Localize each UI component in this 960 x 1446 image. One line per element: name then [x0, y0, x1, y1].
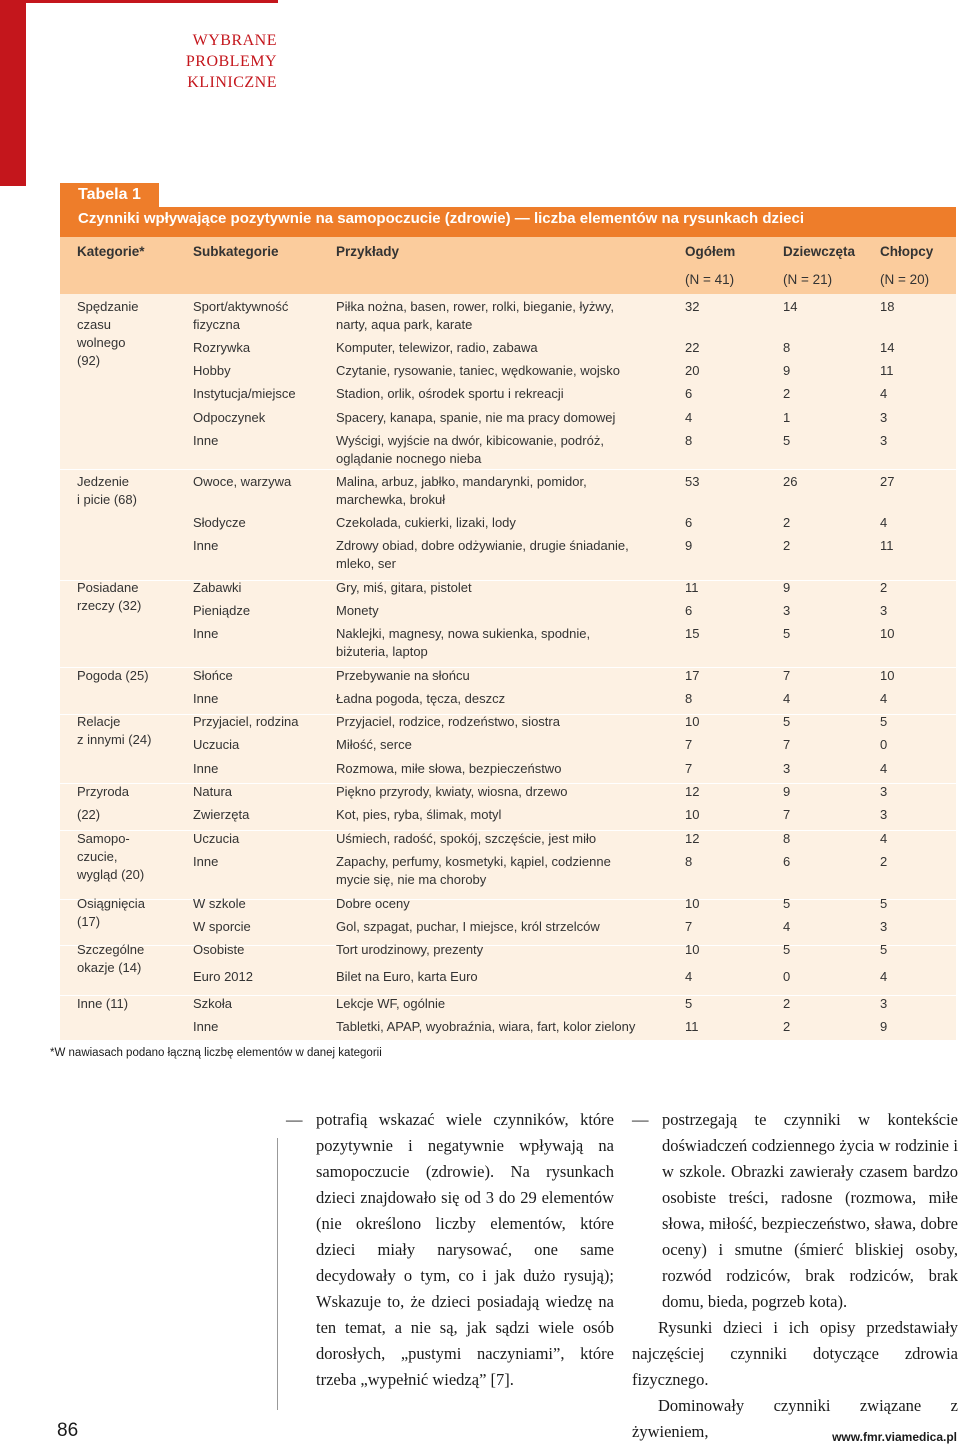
subcategory-cell: Uczucia — [193, 737, 240, 752]
total-cell: 6 — [685, 515, 693, 530]
table-header — [60, 237, 956, 294]
total-cell: 8 — [685, 854, 693, 869]
boys-cell: 4 — [880, 969, 888, 984]
example-cell: Zdrowy obiad, dobre odżywianie, drugie śniadanie, mleko, ser — [336, 538, 629, 571]
boys-cell: 5 — [880, 942, 888, 957]
total-cell: 22 — [685, 340, 700, 355]
subcategory-cell: Rozrywka — [193, 340, 251, 355]
subcategory-cell: W szkole — [193, 896, 246, 911]
total-cell: 7 — [685, 919, 693, 934]
category-cell: Relacje z innymi (24) — [77, 714, 152, 747]
dash-mark: — — [632, 1110, 649, 1129]
category-cell: Inne (11) — [77, 996, 129, 1011]
example-cell: Miłość, serce — [336, 737, 412, 752]
table-footnote: *W nawiasach podano łączną liczbę elementów w danej kategorii — [50, 1047, 382, 1059]
girls-cell: 9 — [783, 363, 791, 378]
boys-cell: 3 — [880, 996, 888, 1011]
table-label: Tabela 1 — [60, 183, 159, 207]
subcategory-cell: Zabawki — [193, 580, 242, 595]
girls-cell: 9 — [783, 580, 791, 595]
girls-cell: 2 — [783, 515, 791, 530]
red-side-bar — [0, 0, 26, 186]
example-cell: Lekcje WF, ogólnie — [336, 996, 446, 1011]
subcategory-cell: Słodycze — [193, 515, 246, 530]
example-cell: Naklejki, magnesy, nowa sukienka, spodnie, biżuteria, laptop — [336, 626, 591, 659]
subcategory-cell: Inne — [193, 761, 219, 776]
girls-cell: 7 — [783, 668, 791, 683]
boys-cell: 4 — [880, 761, 888, 776]
example-cell: Zapachy, perfumy, kosmetyki, kąpiel, codzienne mycie się, nie ma choroby — [336, 854, 611, 887]
example-cell: Gry, miś, gitara, pistolet — [336, 580, 472, 595]
total-cell: 4 — [685, 969, 693, 984]
girls-cell: 0 — [783, 969, 791, 984]
boys-cell: 3 — [880, 784, 888, 799]
category-cell: Szczególne okazje (14) — [77, 942, 145, 975]
group-separator — [60, 469, 956, 470]
girls-cell: 14 — [783, 299, 798, 314]
total-cell: 10 — [685, 714, 700, 729]
subcategory-cell: Inne — [193, 1019, 219, 1034]
website-url: www.fmr.viamedica.pl — [832, 1430, 957, 1444]
subcategory-cell: Inne — [193, 854, 219, 869]
girls-cell: 6 — [783, 854, 791, 869]
section-title: WYBRANE PROBLEMY KLINICZNE — [185, 32, 277, 91]
subcategory-cell: Inne — [193, 433, 219, 448]
subcategory-cell: Inne — [193, 538, 219, 553]
total-cell: 32 — [685, 299, 700, 314]
girls-cell: 5 — [783, 626, 791, 641]
paragraph-text: postrzegają te czynniki w kontekście doświadczeń codziennego życia w rodzinie i w szkole. Obrazki zawierały czasem bardzo osobiste treści, radosne (rozmowa, miłe słowa, miłość, bezpieczeństwo, sława, dobre oceny) i smutne (śmierć bliskiej osoby, rozwód rodziców, brak rodziców, brak domu, bieda, pogrzeb kota). — [662, 1110, 958, 1311]
page-number: 86 — [57, 1420, 79, 1441]
subcategory-cell: Natura — [193, 784, 233, 799]
subcategory-cell: Owoce, warzywa — [193, 474, 292, 489]
header-examples: Przykłady — [336, 244, 400, 259]
total-cell: 7 — [685, 761, 693, 776]
red-top-line — [26, 0, 278, 3]
subcategory-cell: Odpoczynek — [193, 410, 266, 425]
dash-paragraph — [632, 1107, 958, 1315]
example-cell: Malina, arbuz, jabłko, mandarynki, pomidor, marchewka, brokuł — [336, 474, 587, 507]
boys-cell: 11 — [880, 363, 894, 378]
girls-cell: 8 — [783, 831, 791, 846]
total-cell: 12 — [685, 831, 700, 846]
subcategory-cell: Hobby — [193, 363, 231, 378]
total-cell: 15 — [685, 626, 700, 641]
example-cell: Komputer, telewizor, radio, zabawa — [336, 340, 538, 355]
example-cell: Tort urodzinowy, prezenty — [336, 942, 484, 957]
subcategory-cell: Osobiste — [193, 942, 245, 957]
total-cell: 9 — [685, 538, 693, 553]
subcategory-cell: W sporcie — [193, 919, 251, 934]
example-cell: Wyścigi, wyjście na dwór, kibicowanie, podróż, oglądanie nocnego nieba — [336, 433, 604, 466]
girls-cell: 1 — [783, 410, 791, 425]
category-cell: Spędzanie czasu wolnego (92) — [77, 299, 139, 368]
subcategory-cell: Słońce — [193, 668, 233, 683]
total-cell: 5 — [685, 996, 693, 1011]
example-cell: Tabletki, APAP, wyobraźnia, wiara, fart, kolor zielony — [336, 1019, 636, 1034]
example-cell: Spacery, kanapa, spanie, nie ma pracy domowej — [336, 410, 616, 425]
example-cell: Stadion, orlik, ośrodek sportu i rekreacji — [336, 386, 564, 401]
subcategory-cell: Przyjaciel, rodzina — [193, 714, 299, 729]
total-cell: 17 — [685, 668, 700, 683]
subcategory-cell: Szkoła — [193, 996, 233, 1011]
dash-paragraph — [286, 1107, 614, 1393]
boys-cell: 14 — [880, 340, 895, 355]
boys-cell: 18 — [880, 299, 895, 314]
example-cell: Rozmowa, miłe słowa, bezpieczeństwo — [336, 761, 562, 776]
girls-cell: 2 — [783, 1019, 791, 1034]
category-cell: Osiągnięcia (17) — [77, 896, 145, 929]
paragraph-text: Rysunki dzieci i ich opisy przedstawiały najczęściej czynniki dotyczące zdrowia fizycznego. — [632, 1318, 958, 1389]
total-cell: 6 — [685, 603, 693, 618]
total-cell: 4 — [685, 410, 693, 425]
girls-cell: 3 — [783, 603, 791, 618]
category-cell: Pogoda (25) — [77, 668, 149, 683]
subcategory-cell: Euro 2012 — [193, 969, 253, 984]
boys-cell: 10 — [880, 626, 895, 641]
girls-cell: 5 — [783, 433, 791, 448]
girls-cell: 3 — [783, 761, 791, 776]
girls-cell: 5 — [783, 714, 791, 729]
n-boys: (N = 20) — [880, 272, 930, 287]
header-girls: Dziewczęta — [783, 244, 856, 259]
header-categories: Kategorie* — [77, 244, 145, 259]
girls-cell: 4 — [783, 919, 791, 934]
example-cell: Ładna pogoda, tęcza, deszcz — [336, 691, 506, 706]
total-cell: 8 — [685, 433, 693, 448]
boys-cell: 2 — [880, 854, 888, 869]
total-cell: 53 — [685, 474, 700, 489]
boys-cell: 4 — [880, 386, 888, 401]
example-cell: Czekolada, cukierki, lizaki, lody — [336, 515, 516, 530]
subcategory-cell: Uczucia — [193, 831, 240, 846]
example-cell: Kot, pies, ryba, ślimak, motyl — [336, 807, 502, 822]
example-cell: Dobre oceny — [336, 896, 410, 911]
boys-cell: 4 — [880, 691, 888, 706]
example-cell: Monety — [336, 603, 379, 618]
boys-cell: 5 — [880, 714, 888, 729]
boys-cell: 10 — [880, 668, 895, 683]
example-cell: Uśmiech, radość, spokój, szczęście, jest miło — [336, 831, 597, 846]
example-cell: Przyjaciel, rodzice, rodzeństwo, siostra — [336, 714, 560, 729]
total-cell: 10 — [685, 807, 700, 822]
body-column-left — [286, 1107, 614, 1393]
n-girls: (N = 21) — [783, 272, 833, 287]
example-cell: Piłka nożna, basen, rower, rolki, bieganie, łyżwy, narty, aqua park, karate — [336, 299, 614, 332]
category-cell: Samopo- czucie, wygląd (20) — [77, 831, 145, 882]
dash-mark: — — [286, 1110, 303, 1129]
example-cell: Czytanie, rysowanie, taniec, wędkowanie, wojsko — [336, 363, 620, 378]
total-cell: 11 — [685, 1019, 699, 1034]
subcategory-cell: Pieniądze — [193, 603, 251, 618]
boys-cell: 3 — [880, 807, 888, 822]
subcategory-cell: Inne — [193, 626, 219, 641]
header-subcategories: Subkategorie — [193, 244, 279, 259]
boys-cell: 11 — [880, 538, 894, 553]
girls-cell: 2 — [783, 996, 791, 1011]
total-cell: 20 — [685, 363, 700, 378]
table-caption: Czynniki wpływające pozytywnie na samopoczucie (zdrowie) — liczba elementów na rysunkach dzieci — [60, 207, 956, 237]
header-total: Ogółem — [685, 244, 736, 259]
girls-cell: 26 — [783, 474, 798, 489]
total-cell: 12 — [685, 784, 700, 799]
subcategory-cell: Inne — [193, 691, 219, 706]
girls-cell: 9 — [783, 784, 791, 799]
boys-cell: 0 — [880, 737, 888, 752]
table — [60, 237, 956, 1040]
total-cell: 11 — [685, 580, 699, 595]
paragraph-text: Dominowały czynniki związane z żywieniem, — [632, 1396, 958, 1441]
boys-cell: 5 — [880, 896, 888, 911]
body-column-right — [632, 1107, 958, 1445]
boys-cell: 4 — [880, 831, 888, 846]
boys-cell: 4 — [880, 515, 888, 530]
girls-cell: 7 — [783, 807, 791, 822]
boys-cell: 3 — [880, 603, 888, 618]
total-cell: 10 — [685, 942, 700, 957]
total-cell: 6 — [685, 386, 693, 401]
boys-cell: 2 — [880, 580, 888, 595]
girls-cell: 2 — [783, 538, 791, 553]
example-cell: Bilet na Euro, karta Euro — [336, 969, 478, 984]
subcategory-cell: Sport/aktywność fizyczna — [193, 299, 289, 332]
n-total: (N = 41) — [685, 272, 735, 287]
header-boys: Chłopcy — [880, 244, 934, 259]
category-cell: Posiadane rzeczy (32) — [77, 580, 142, 613]
total-cell: 7 — [685, 737, 693, 752]
girls-cell: 2 — [783, 386, 791, 401]
girls-cell: 4 — [783, 691, 791, 706]
example-cell: Gol, szpagat, puchar, I miejsce, król strzelców — [336, 919, 600, 934]
boys-cell: 27 — [880, 474, 895, 489]
boys-cell: 3 — [880, 433, 888, 448]
total-cell: 10 — [685, 896, 700, 911]
category-cell: Jedzenie i picie (68) — [77, 474, 137, 507]
girls-cell: 5 — [783, 942, 791, 957]
example-cell: Piękno przyrody, kwiaty, wiosna, drzewo — [336, 784, 568, 799]
boys-cell: 3 — [880, 919, 888, 934]
girls-cell: 5 — [783, 896, 791, 911]
paragraph-text: potrafią wskazać wiele czynników, które pozytywnie i negatywnie wpływają na samopoczucie (zdrowie). Na rysunkach dzieci znajdowało się od 3 do 29 elementów (nie określono liczby elementów, które dzieci miały narysować, one same decydowały o tym, co i jak dużo rysują); Wskazuje to, że dzieci posiadają wiedzę na ten temat, a nie są, jak sądzi wiele osób dorosłych, „pustymi naczyniami”, które trzeba „wypełnić wiedzą” [7]. — [316, 1110, 614, 1389]
subcategory-cell: Instytucja/miejsce — [193, 386, 296, 401]
boys-cell: 3 — [880, 410, 888, 425]
total-cell: 8 — [685, 691, 693, 706]
category-cell: Przyroda (22) — [77, 784, 130, 822]
boys-cell: 9 — [880, 1019, 888, 1034]
subcategory-cell: Zwierzęta — [193, 807, 250, 822]
girls-cell: 8 — [783, 340, 791, 355]
girls-cell: 7 — [783, 737, 791, 752]
column-divider — [277, 1138, 278, 1410]
example-cell: Przebywanie na słońcu — [336, 668, 470, 683]
